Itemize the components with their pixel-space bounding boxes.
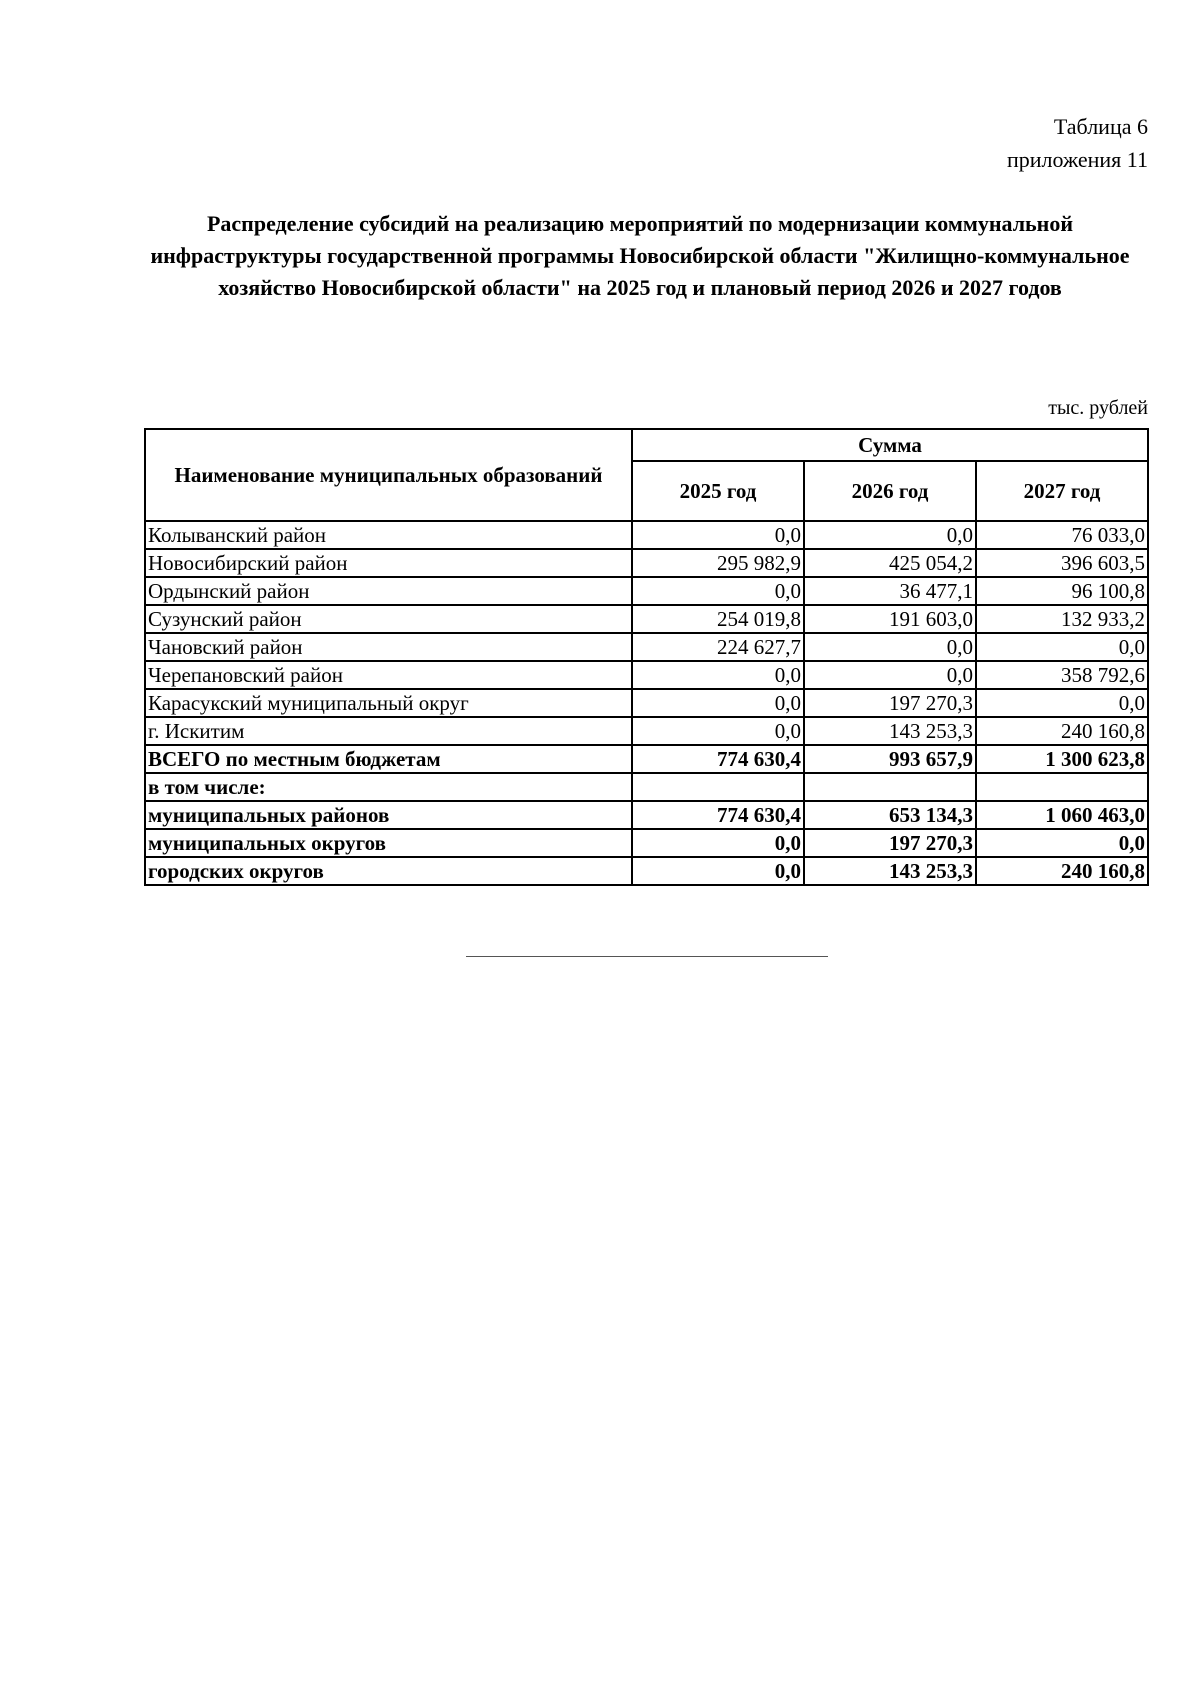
amount-cell-2025: 0,0	[632, 577, 804, 605]
municipality-name-cell: Чановский район	[145, 633, 632, 661]
amount-cell-2026: 0,0	[804, 661, 976, 689]
appendix-number: приложения 11	[1006, 147, 1148, 172]
amount-cell-2026: 993 657,9	[804, 745, 976, 773]
amount-cell-2026: 0,0	[804, 521, 976, 549]
amount-cell-2027: 76 033,0	[976, 521, 1148, 549]
table-row	[145, 633, 1148, 661]
year-header-2025: 2025 год	[632, 461, 804, 521]
amount-cell-2026: 197 270,3	[804, 829, 976, 857]
amount-cell-2026: 143 253,3	[804, 857, 976, 885]
subsidy-table	[144, 428, 1149, 886]
municipality-name-cell: Ордынский район	[145, 577, 632, 605]
amount-cell-2025: 774 630,4	[632, 745, 804, 773]
table-row	[145, 605, 1148, 633]
table-row	[145, 857, 1148, 885]
municipality-name-cell: Сузунский район	[145, 605, 632, 633]
table-row	[145, 829, 1148, 857]
municipality-name-cell: муниципальных районов	[145, 801, 632, 829]
amount-cell-2027: 0,0	[976, 689, 1148, 717]
municipality-name-cell: в том числе:	[145, 773, 632, 801]
table-row	[145, 773, 1148, 801]
year-header-2027: 2027 год	[976, 461, 1148, 521]
amount-cell-2027: 1 060 463,0	[976, 801, 1148, 829]
amount-cell-2025: 774 630,4	[632, 801, 804, 829]
table-body	[145, 521, 1148, 885]
table-row	[145, 745, 1148, 773]
year-header-2026: 2026 год	[804, 461, 976, 521]
municipality-name-cell: Черепановский район	[145, 661, 632, 689]
table-row	[145, 801, 1148, 829]
amount-cell-2025	[632, 773, 804, 801]
amount-cell-2026: 0,0	[804, 633, 976, 661]
municipality-name-cell: городских округов	[145, 857, 632, 885]
table-row	[145, 717, 1148, 745]
sum-column-header: Сумма	[632, 429, 1148, 461]
units-label: тыс. рублей	[1048, 397, 1148, 419]
municipality-name-cell: муниципальных округов	[145, 829, 632, 857]
amount-cell-2027: 358 792,6	[976, 661, 1148, 689]
amount-cell-2025: 0,0	[632, 689, 804, 717]
table-row	[145, 577, 1148, 605]
amount-cell-2027: 132 933,2	[976, 605, 1148, 633]
amount-cell-2025: 0,0	[632, 717, 804, 745]
table-row	[145, 689, 1148, 717]
amount-cell-2026: 143 253,3	[804, 717, 976, 745]
amount-cell-2026: 653 134,3	[804, 801, 976, 829]
amount-cell-2027: 1 300 623,8	[976, 745, 1148, 773]
municipality-name-cell: Колыванский район	[145, 521, 632, 549]
amount-cell-2026: 197 270,3	[804, 689, 976, 717]
table-reference	[1007, 110, 1148, 176]
amount-cell-2025: 295 982,9	[632, 549, 804, 577]
amount-cell-2025: 0,0	[632, 521, 804, 549]
amount-cell-2025: 0,0	[632, 857, 804, 885]
amount-cell-2027	[976, 773, 1148, 801]
amount-cell-2027: 96 100,8	[976, 577, 1148, 605]
table-row	[145, 521, 1148, 549]
amount-cell-2026: 425 054,2	[804, 549, 976, 577]
amount-cell-2025: 0,0	[632, 829, 804, 857]
amount-cell-2027: 0,0	[976, 633, 1148, 661]
amount-cell-2027: 0,0	[976, 829, 1148, 857]
table-row	[145, 549, 1148, 577]
municipality-name-cell: Карасукский муниципальный округ	[145, 689, 632, 717]
document-title: Распределение субсидий на реализацию мероприятий по модернизации коммунальной инфраструктуры государственной программы Новосибирской области "Жилищно-коммунальное хозяйство Новосибирской области" на 2025 год и плановый период 2026 и 2027 годов	[150, 211, 1130, 300]
amount-cell-2026: 191 603,0	[804, 605, 976, 633]
amount-cell-2026	[804, 773, 976, 801]
table-header-row	[145, 429, 1148, 461]
municipality-name-cell: ВСЕГО по местным бюджетам	[145, 745, 632, 773]
amount-cell-2025: 224 627,7	[632, 633, 804, 661]
municipality-name-cell: Новосибирский район	[145, 549, 632, 577]
amount-cell-2027: 396 603,5	[976, 549, 1148, 577]
amount-cell-2027: 240 160,8	[976, 857, 1148, 885]
municipality-name-cell: г. Искитим	[145, 717, 632, 745]
amount-cell-2025: 0,0	[632, 661, 804, 689]
amount-cell-2027: 240 160,8	[976, 717, 1148, 745]
table-row	[145, 661, 1148, 689]
amount-cell-2025: 254 019,8	[632, 605, 804, 633]
municipality-column-header: Наименование муниципальных образований	[145, 429, 632, 521]
table-number: Таблица 6	[1053, 114, 1148, 139]
end-divider-line	[466, 956, 828, 957]
amount-cell-2026: 36 477,1	[804, 577, 976, 605]
